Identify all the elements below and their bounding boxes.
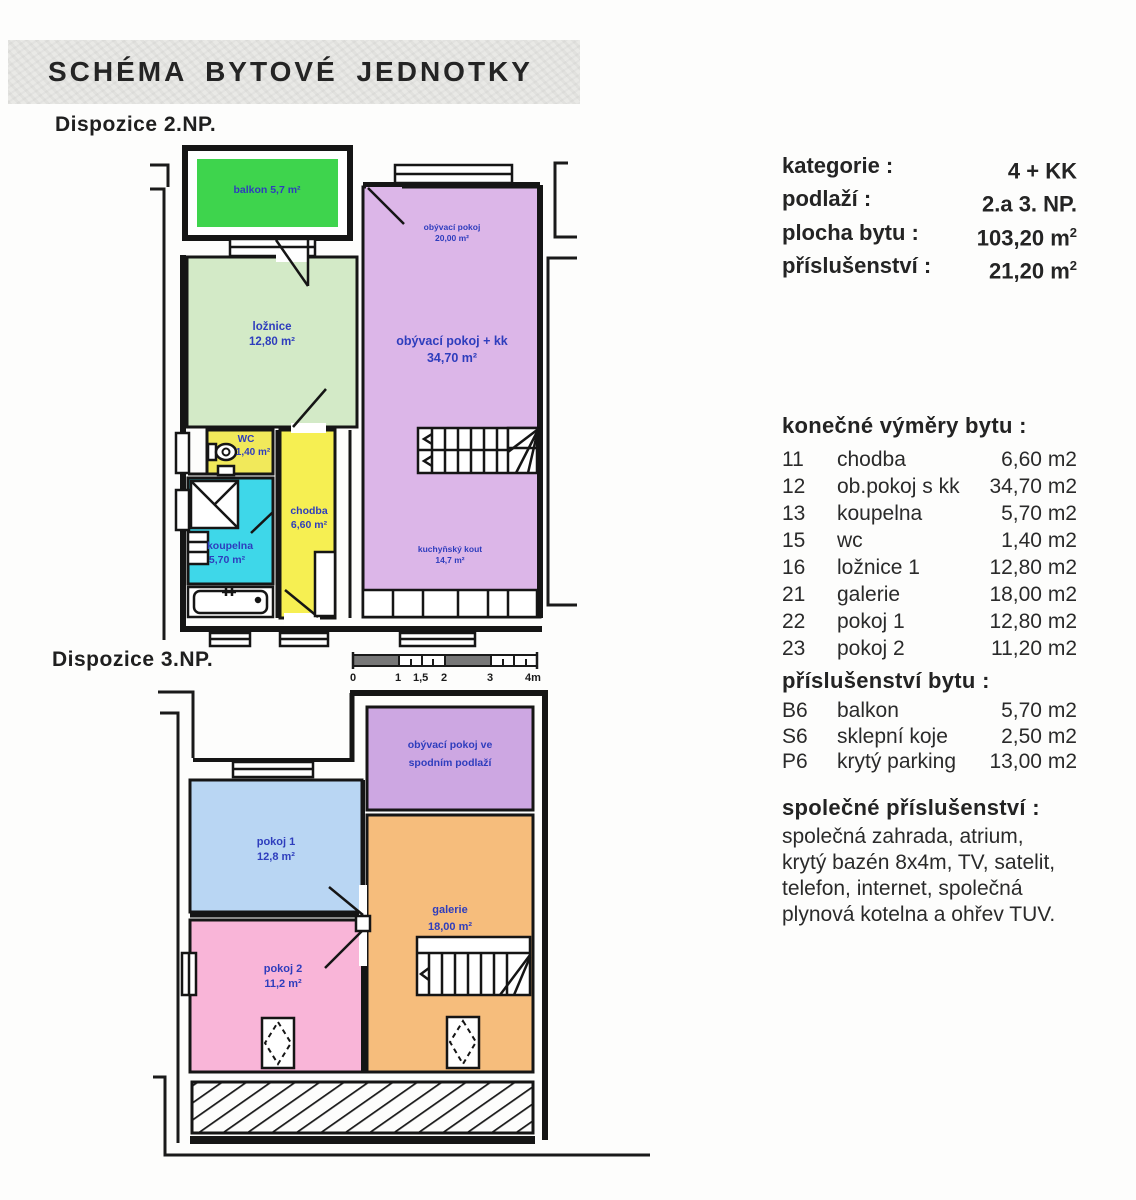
exterior-outline-left <box>150 165 168 640</box>
summary-label: příslušenství : <box>782 252 932 278</box>
label-koupelna: koupelna <box>206 540 254 552</box>
exterior-outline-right <box>548 163 577 605</box>
area-row: 23 pokoj 2 11,20 m2 <box>782 637 1077 660</box>
common-accessories-line: plynová kotelna a ohřev TUV. <box>782 903 1056 926</box>
summary-value: 21,20 $m^2$ <box>989 257 1077 284</box>
label-kuchynsky-kout: kuchyňský kout <box>417 544 483 554</box>
floorplan-2np <box>80 140 680 655</box>
summary-value: 103,20 $m^2$ <box>976 224 1077 250</box>
accessories-heading: příslušenství bytu : <box>782 668 990 693</box>
label-loznice-area: 12,80 m² <box>248 336 296 348</box>
summary-panel <box>782 152 1077 285</box>
area-row: 11 chodba 6,60 m2 <box>782 448 1077 471</box>
label-chodba: chodba <box>290 505 328 517</box>
scale-bar-graphic <box>353 652 537 669</box>
summary-value: 4 + KK <box>1007 158 1077 184</box>
area-row: 21 galerie 18,00 m2 <box>782 583 1077 606</box>
label-obyvaci-pokoj: obývací pokoj <box>423 222 481 232</box>
area-row: 13 koupelna 5,70 m2 <box>782 502 1077 525</box>
label-koupelna-area: 5,70 m² <box>208 554 246 566</box>
kitchen-counter <box>363 590 537 617</box>
page-title: SCHÉMA BYTOVÉ JEDNOTKY <box>48 56 533 87</box>
roof-window-galerie <box>447 1017 479 1068</box>
accessory-row: P6 krytý parking 13,00 m2 <box>782 750 1077 773</box>
final-areas-panel <box>782 413 1077 662</box>
label-wc-area: 1,40 m² <box>235 447 271 458</box>
summary-row <box>782 185 1077 218</box>
stairs-3np <box>417 937 530 995</box>
summary-label: podlaží : <box>782 186 872 212</box>
tick-0: 0 <box>350 672 357 684</box>
accessory-row: B6 balkon 5,70 m2 <box>782 699 1077 722</box>
roof-window-pokoj2 <box>262 1018 294 1068</box>
tick-15: 1,5 <box>413 672 429 684</box>
accessories-panel <box>782 668 1077 775</box>
plan3-label: Dispozice 3.NP. <box>52 648 214 671</box>
summary-row <box>782 152 1077 185</box>
accessory-row: S6 sklepní koje 2,50 m2 <box>782 724 1077 748</box>
summary-row <box>782 252 1077 285</box>
common-accessories-line: telefon, internet, společná <box>782 877 1023 900</box>
window-left-1 <box>176 433 189 473</box>
label-obyvaci-pokoj-area: 20,00 m² <box>434 233 470 243</box>
closet <box>315 552 335 616</box>
floorplan-3np <box>80 685 680 1160</box>
label-wc: WC <box>237 434 255 445</box>
label-loznice: ložnice <box>252 321 292 333</box>
label-kuchynsky-kout-area: 14,7 m² <box>435 555 465 565</box>
tick-2: 2 <box>441 672 448 684</box>
scale-bar-ticks <box>350 672 541 684</box>
title-band <box>8 40 580 104</box>
label-pokoj2: pokoj 2 <box>263 963 303 975</box>
bathtub-icon <box>188 587 273 617</box>
summary-value: 2.a 3. NP. <box>982 191 1077 217</box>
summary-label: plocha bytu : <box>782 219 919 245</box>
tick-4m: 4m <box>525 672 541 684</box>
shower-icon <box>191 481 238 528</box>
label-pokoj1-area: 12,8 m² <box>257 851 295 863</box>
common-accessories-line: společná zahrada, atrium, <box>782 825 1024 848</box>
area-row: 15 wc 1,40 m2 <box>782 529 1077 552</box>
sink-icon <box>188 532 208 564</box>
tick-3: 3 <box>487 672 494 684</box>
area-row: 12 ob.pokoj s kk 34,70 m2 <box>782 475 1077 498</box>
window-left-2 <box>176 490 189 530</box>
label-pokoj1: pokoj 1 <box>256 836 296 848</box>
label-obyvaci-kk-area: 34,70 m² <box>426 351 478 365</box>
area-row: 22 pokoj 1 12,80 m2 <box>782 610 1077 633</box>
common-accessories-panel <box>782 795 1102 928</box>
label-balkon: balkon 5,7 m² <box>233 184 301 196</box>
label-galerie: galerie <box>432 904 468 916</box>
label-obyvaci-kk: obývací pokoj + kk <box>396 334 508 348</box>
final-areas-heading: konečné výměry bytu : <box>782 413 1027 438</box>
label-galerie-area: 18,00 m² <box>427 921 473 933</box>
summary-label: kategorie : <box>782 153 894 178</box>
tick-1: 1 <box>395 672 402 684</box>
label-obyvaci-spodni-2: spodním podlaží <box>408 757 492 769</box>
label-obyvaci-spodni-1: obývací pokoj ve <box>407 739 493 751</box>
label-pokoj2-area: 11,2 m² <box>264 978 302 990</box>
area-row: 16 ložnice 1 12,80 m2 <box>782 556 1077 579</box>
common-accessories-line: krytý bazén 8x4m, TV, satelit, <box>782 851 1056 874</box>
roof-hatch-area <box>192 1082 533 1133</box>
plan2-label: Dispozice 2.NP. <box>55 113 217 136</box>
stairs-2np <box>418 428 537 473</box>
common-accessories-heading: společné příslušenství : <box>782 795 1040 820</box>
scale-bar <box>345 650 555 684</box>
label-chodba-area: 6,60 m² <box>290 519 328 531</box>
summary-row <box>782 219 1077 252</box>
